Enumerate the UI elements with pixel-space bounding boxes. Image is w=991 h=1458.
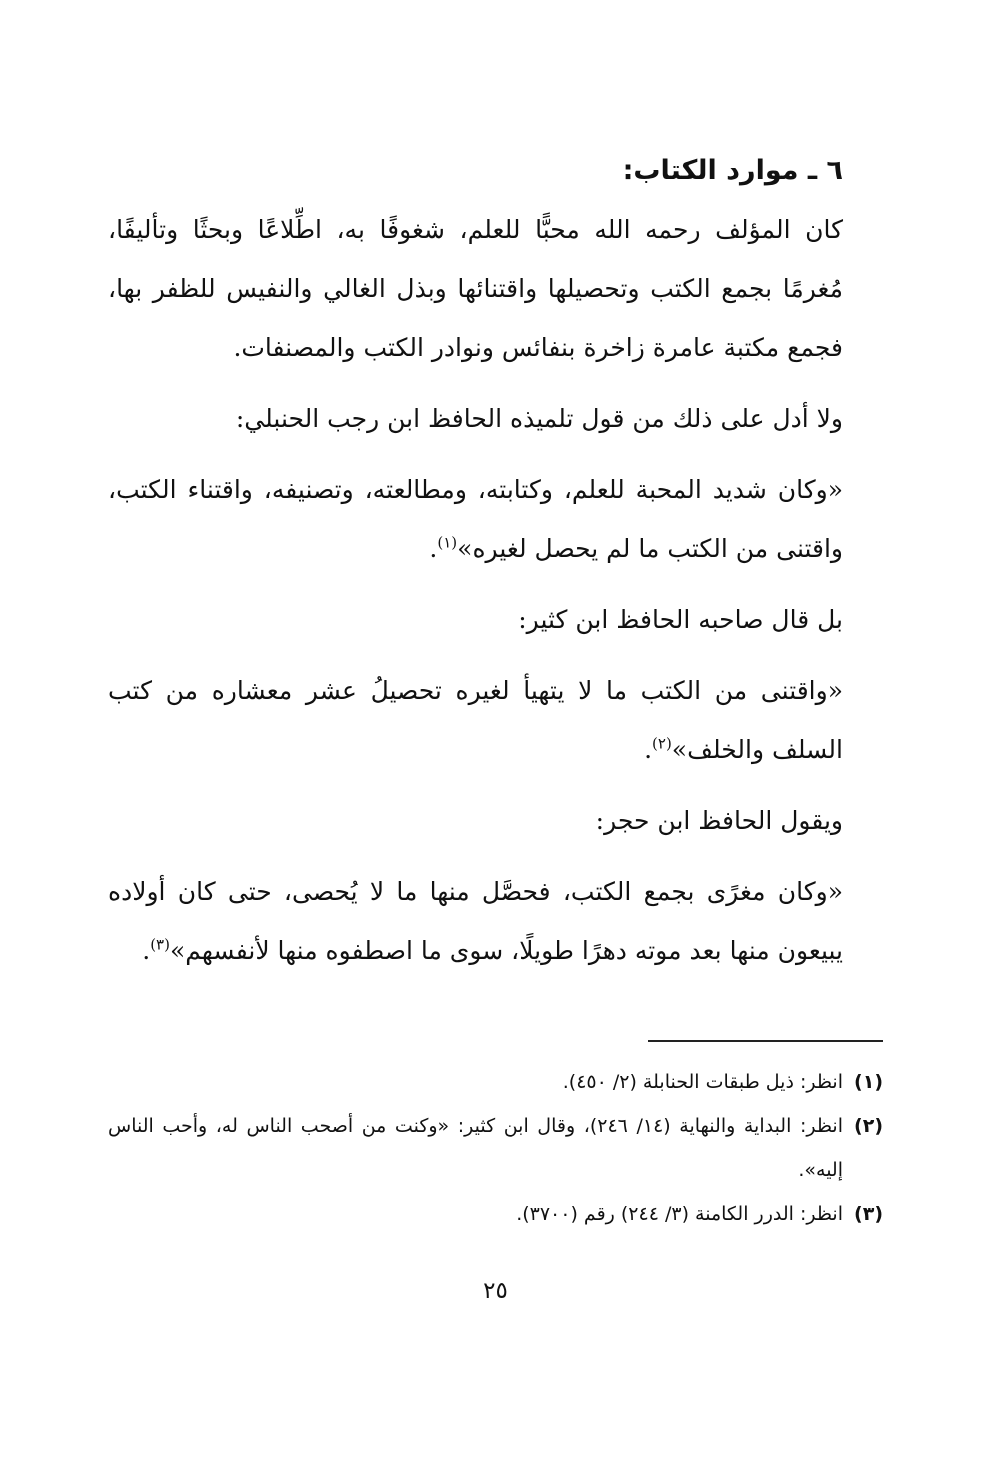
footnote-number: (٣) <box>854 1203 883 1225</box>
quote-ibn-kathir: «واقتنى من الكتب ما لا يتهيأ لغيره تحصيلُ عشر معشاره من كتب السلف والخلف»$^{(٢)}$. <box>108 676 843 764</box>
footnote-ref-2[interactable]: (٢) <box>652 734 672 753</box>
footnote-number: (٢) <box>854 1115 883 1137</box>
footnote-1 <box>108 1060 883 1104</box>
paragraph-ibn-kathir-intro: بل قال صاحبه الحافظ ابن كثير: <box>518 605 843 634</box>
footnote-3 <box>108 1192 883 1236</box>
paragraph-ibn-hajar-intro: ويقول الحافظ ابن حجر: <box>595 806 843 835</box>
footnote-divider <box>648 1040 883 1042</box>
footnote-2 <box>108 1104 883 1192</box>
footnote-number: (١) <box>854 1071 883 1093</box>
footnote-text: انظر: الدرر الكامنة (٣/ ٢٤٤) رقم (٣٧٠٠). <box>516 1203 843 1225</box>
footnote-text: انظر: ذيل طبقات الحنابلة (٢/ ٤٥٠). <box>562 1071 843 1093</box>
footnotes <box>108 1060 883 1236</box>
quote-ibn-hajar: «وكان مغرًى بجمع الكتب، فحصَّل منها ما لا يُحصى، حتى كان أولاده يبيعون منها بعد موته دهرًا طويلًا، سوى ما اصطفوه منها لأنفسهم»$^{(٣)}$. <box>108 877 843 965</box>
quote-ibn-rajab: «وكان شديد المحبة للعلم، وكتابته، ومطالعته، وتصنيفه، واقتناء الكتب، واقتنى من الكتب ما لم يحصل لغيره»$^{(١)}$. <box>108 475 843 563</box>
page-number: ٢٥ <box>483 1278 508 1304</box>
footnote-text: انظر: البداية والنهاية (١٤/ ٢٤٦)، وقال ابن كثير: «وكنت من أصحب الناس له، وأحب الناس إليه». <box>108 1115 843 1181</box>
footnote-ref-1[interactable]: (١) <box>437 533 458 552</box>
footnote-ref-3[interactable]: (٣) <box>150 935 170 954</box>
main-text <box>108 146 843 992</box>
section-heading: ٦ ـ موارد الكتاب: <box>622 155 843 186</box>
paragraph-ibn-rajab-intro: ولا أدل على ذلك من قول تلميذه الحافظ ابن رجب الحنبلي: <box>235 404 843 433</box>
paragraph-intro: كان المؤلف رحمه الله محبًّا للعلم، شغوفًا به، اطِّلاعًا وبحثًا وتأليفًا، مُغرمًا بجمع الكتب وتحصيلها واقتنائها وبذل الغالي والنفيس للظفر بها، فجمع مكتبة عامرة زاخرة بنفائس ونوادر الكتب والمصنفات. <box>108 215 843 362</box>
